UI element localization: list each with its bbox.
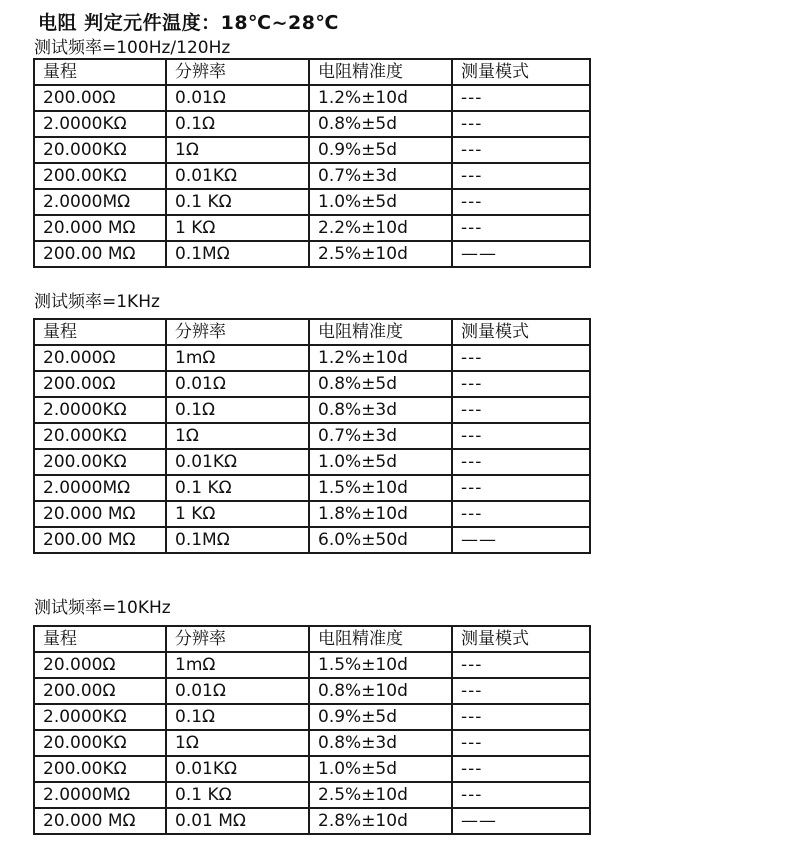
range-cell: 2.0000MΩ — [34, 189, 166, 215]
accuracy-cell: 6.0%±50d — [309, 527, 452, 553]
column-header-resolution: 分辨率 — [166, 59, 309, 85]
table-row — [34, 782, 590, 808]
table-row — [34, 111, 590, 137]
accuracy-cell: 0.8%±3d — [309, 397, 452, 423]
table-header-row — [34, 626, 590, 652]
column-header-range: 量程 — [34, 319, 166, 345]
accuracy-cell: 1.8%±10d — [309, 501, 452, 527]
mode-cell: --- — [452, 137, 590, 163]
column-header-resolution: 分辨率 — [166, 626, 309, 652]
range-cell: 2.0000KΩ — [34, 397, 166, 423]
mode-cell: —— — [452, 241, 590, 267]
resolution-cell: 0.1Ω — [166, 111, 309, 137]
mode-cell: --- — [452, 756, 590, 782]
accuracy-cell: 1.5%±10d — [309, 652, 452, 678]
resolution-cell: 0.1 KΩ — [166, 475, 309, 501]
column-header-range: 量程 — [34, 59, 166, 85]
column-header-mode: 测量模式 — [452, 59, 590, 85]
table-row — [34, 397, 590, 423]
column-header-accuracy: 电阻精准度 — [309, 319, 452, 345]
section-label-10khz: 测试频率=10KHz — [34, 598, 171, 618]
accuracy-cell: 2.5%±10d — [309, 241, 452, 267]
resolution-cell: 1 KΩ — [166, 501, 309, 527]
range-cell: 200.00 MΩ — [34, 527, 166, 553]
accuracy-cell: 0.8%±5d — [309, 371, 452, 397]
accuracy-cell: 0.7%±3d — [309, 423, 452, 449]
column-header-accuracy: 电阻精准度 — [309, 626, 452, 652]
resolution-cell: 0.01 MΩ — [166, 808, 309, 834]
accuracy-cell: 1.2%±10d — [309, 345, 452, 371]
table-row — [34, 85, 590, 111]
table-row — [34, 527, 590, 553]
accuracy-cell: 1.5%±10d — [309, 475, 452, 501]
range-cell: 20.000 MΩ — [34, 501, 166, 527]
table-row — [34, 756, 590, 782]
mode-cell: --- — [452, 704, 590, 730]
mode-cell: --- — [452, 85, 590, 111]
mode-cell: --- — [452, 189, 590, 215]
range-cell: 200.00Ω — [34, 678, 166, 704]
table-row — [34, 371, 590, 397]
column-header-resolution: 分辨率 — [166, 319, 309, 345]
range-cell: 200.00 MΩ — [34, 241, 166, 267]
accuracy-cell: 0.8%±3d — [309, 730, 452, 756]
column-header-mode: 测量模式 — [452, 626, 590, 652]
resolution-cell: 1Ω — [166, 730, 309, 756]
mode-cell: --- — [452, 730, 590, 756]
range-cell: 2.0000MΩ — [34, 782, 166, 808]
range-cell: 20.000 MΩ — [34, 808, 166, 834]
mode-cell: --- — [452, 652, 590, 678]
range-cell: 20.000 MΩ — [34, 215, 166, 241]
accuracy-cell: 2.2%±10d — [309, 215, 452, 241]
table-row — [34, 678, 590, 704]
mode-cell: —— — [452, 808, 590, 834]
resolution-cell: 1Ω — [166, 423, 309, 449]
resolution-cell: 0.01Ω — [166, 678, 309, 704]
range-cell: 20.000KΩ — [34, 730, 166, 756]
column-header-range: 量程 — [34, 626, 166, 652]
column-header-accuracy: 电阻精准度 — [309, 59, 452, 85]
resolution-cell: 0.1 KΩ — [166, 189, 309, 215]
mode-cell: --- — [452, 423, 590, 449]
accuracy-cell: 1.2%±10d — [309, 85, 452, 111]
mode-cell: --- — [452, 371, 590, 397]
mode-cell: --- — [452, 397, 590, 423]
resolution-cell: 1mΩ — [166, 345, 309, 371]
range-cell: 200.00Ω — [34, 371, 166, 397]
table-row — [34, 808, 590, 834]
resolution-cell: 0.01Ω — [166, 85, 309, 111]
accuracy-cell: 0.7%±3d — [309, 163, 452, 189]
table-row — [34, 137, 590, 163]
mode-cell: —— — [452, 527, 590, 553]
section-label-1khz: 测试频率=1KHz — [34, 292, 160, 312]
table-row — [34, 215, 590, 241]
resolution-cell: 0.01KΩ — [166, 756, 309, 782]
accuracy-cell: 0.9%±5d — [309, 704, 452, 730]
resolution-cell: 1 KΩ — [166, 215, 309, 241]
range-cell: 200.00KΩ — [34, 449, 166, 475]
table-header-row — [34, 59, 590, 85]
range-cell: 2.0000KΩ — [34, 704, 166, 730]
table-row — [34, 704, 590, 730]
resolution-cell: 1Ω — [166, 137, 309, 163]
range-cell: 20.000KΩ — [34, 423, 166, 449]
resolution-cell: 1mΩ — [166, 652, 309, 678]
column-header-mode: 测量模式 — [452, 319, 590, 345]
table-row — [34, 449, 590, 475]
table-row — [34, 652, 590, 678]
mode-cell: --- — [452, 449, 590, 475]
table-row — [34, 501, 590, 527]
table-row — [34, 345, 590, 371]
range-cell: 20.000Ω — [34, 652, 166, 678]
range-cell: 20.000KΩ — [34, 137, 166, 163]
spec-table-100hz — [33, 58, 591, 268]
accuracy-cell: 2.8%±10d — [309, 808, 452, 834]
mode-cell: --- — [452, 215, 590, 241]
range-cell: 20.000Ω — [34, 345, 166, 371]
table-row — [34, 423, 590, 449]
mode-cell: --- — [452, 678, 590, 704]
range-cell: 200.00Ω — [34, 85, 166, 111]
page-title: 电阻 判定元件温度：18℃~28℃ — [38, 12, 339, 34]
accuracy-cell: 0.8%±5d — [309, 111, 452, 137]
accuracy-cell: 1.0%±5d — [309, 449, 452, 475]
spec-table-10khz — [33, 625, 591, 835]
mode-cell: --- — [452, 345, 590, 371]
range-cell: 2.0000KΩ — [34, 111, 166, 137]
accuracy-cell: 1.0%±5d — [309, 189, 452, 215]
accuracy-cell: 2.5%±10d — [309, 782, 452, 808]
table-header-row — [34, 319, 590, 345]
section-label-100hz: 测试频率=100Hz/120Hz — [34, 38, 231, 58]
resolution-cell: 0.01KΩ — [166, 449, 309, 475]
resolution-cell: 0.01KΩ — [166, 163, 309, 189]
range-cell: 200.00KΩ — [34, 756, 166, 782]
mode-cell: --- — [452, 782, 590, 808]
mode-cell: --- — [452, 163, 590, 189]
table-row — [34, 475, 590, 501]
resolution-cell: 0.01Ω — [166, 371, 309, 397]
mode-cell: --- — [452, 501, 590, 527]
range-cell: 2.0000MΩ — [34, 475, 166, 501]
table-row — [34, 730, 590, 756]
resolution-cell: 0.1MΩ — [166, 241, 309, 267]
table-row — [34, 241, 590, 267]
accuracy-cell: 0.9%±5d — [309, 137, 452, 163]
range-cell: 200.00KΩ — [34, 163, 166, 189]
spec-table-1khz — [33, 318, 591, 554]
resolution-cell: 0.1Ω — [166, 397, 309, 423]
table-row — [34, 163, 590, 189]
resolution-cell: 0.1MΩ — [166, 527, 309, 553]
accuracy-cell: 1.0%±5d — [309, 756, 452, 782]
resolution-cell: 0.1 KΩ — [166, 782, 309, 808]
resolution-cell: 0.1Ω — [166, 704, 309, 730]
accuracy-cell: 0.8%±10d — [309, 678, 452, 704]
mode-cell: --- — [452, 111, 590, 137]
mode-cell: --- — [452, 475, 590, 501]
table-row — [34, 189, 590, 215]
